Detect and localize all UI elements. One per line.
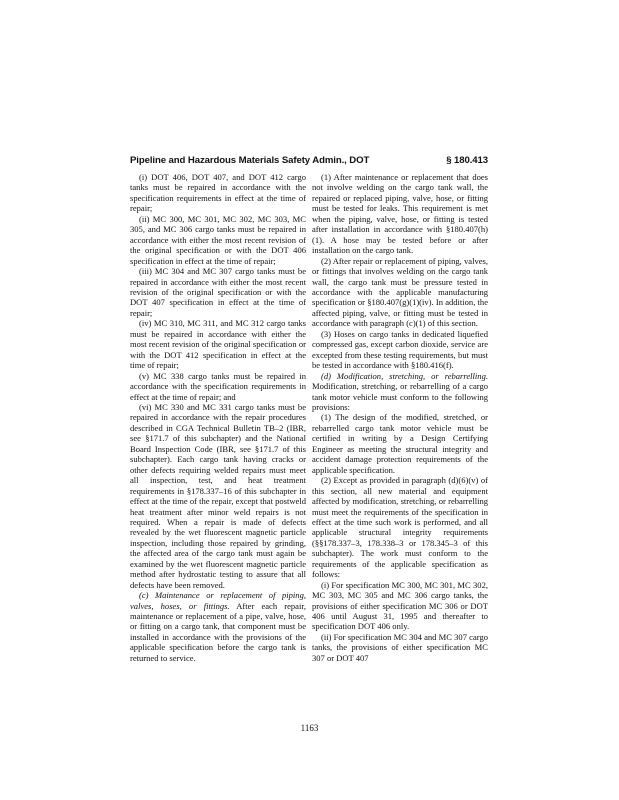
- paragraph-text: (3) Hoses on cargo tanks in dedicated liquefied compressed gas, except carbon dioxide, service are excepted from these testing requirements, but must be tested in accordance with §180.416(f).: [312, 328, 488, 371]
- paragraph: [130, 172, 306, 214]
- paragraph: [130, 590, 306, 663]
- right-column: [312, 172, 488, 663]
- paragraph-text: (i) For specification MC 300, MC 301, MC 302, MC 303, MC 305 and MC 306 cargo tanks, the provisions of either specification MC 306 or DOT 406 until August 31, 1995 and thereafter to specification DOT 406 only.: [312, 579, 488, 632]
- paragraph-text: After each repair, maintenance or replacement of a pipe, valve, hose, or fitting on a cargo tank, that component must be installed in accordance with the provisions of the applicable specification before the cargo tank is returned to service.: [130, 600, 306, 663]
- page-number: 1163: [300, 723, 319, 733]
- paragraph-text: (ii) MC 300, MC 301, MC 302, MC 303, MC 305, and MC 306 cargo tanks must be repaired in accordance with either the most recent revision of the original specification or with the DOT 406 specification in effect at the time of repair;: [130, 213, 306, 266]
- running-title: Pipeline and Hazardous Materials Safety Admin., DOT: [130, 155, 370, 166]
- page-header: [130, 155, 488, 169]
- paragraph: [312, 329, 488, 371]
- left-column: [130, 172, 306, 663]
- paragraph: [312, 475, 488, 580]
- paragraph: [312, 412, 488, 475]
- paragraph: [130, 402, 306, 590]
- section-number: § 180.413: [446, 155, 488, 166]
- paragraph-text: Modification, stretching, or rebarrelling of a cargo tank motor vehicle must conform to the following provisions:: [312, 381, 488, 412]
- paragraph: [130, 266, 306, 318]
- paragraph-text: (i) DOT 406, DOT 407, and DOT 412 cargo tanks must be repaired in accordance with the specification requirements in effect at the time of repair;: [130, 172, 306, 214]
- paragraph-text: (ii) For specification MC 304 and MC 307 cargo tanks, the provisions of either specification MC 307 or DOT 407: [312, 631, 488, 663]
- paragraph-text: (1) The design of the modified, stretched, or rebarrelled cargo tank motor vehicle must be certified in writing by a Design Certifying Engineer as meeting the structural integrity and accident damage protection requirements of the applicable specification.: [312, 412, 488, 475]
- paragraph-text: (vi) MC 330 and MC 331 cargo tanks must be repaired in accordance with the repair procedures described in CGA Technical Bulletin TB–2 (IBR, see §171.7 of this subchapter) and the National Board Inspection Code (IBR, see §171.7 of this subchapter). Each cargo tank having cracks or other defects requiring welded repairs must meet all inspection, test, and heat treatment requirements in §178.337–16 of this subchapter in effect at the time of the repair, except that postweld heat treatment after minor weld repairs is not required. When a repair is made of defects revealed by the wet fluorescent magnetic particle inspection, including those repaired by grinding, the affected area of the cargo tank must again be examined by the wet fluorescent magnetic particle method after hydrostatic testing to assure that all defects have been removed.: [130, 401, 306, 590]
- paragraph-heading: (c) Maintenance or replacement of piping, valves, hoses, or fittings.: [130, 590, 306, 611]
- paragraph-text: (iii) MC 304 and MC 307 cargo tanks must be repaired in accordance with either the most recent revision of the original specification or with the DOT 407 specification in effect at the time of repair;: [130, 266, 306, 318]
- paragraph: [312, 256, 488, 329]
- paragraph: [130, 318, 306, 370]
- paragraph: [312, 371, 488, 413]
- paragraph: [312, 172, 488, 256]
- paragraph-text: (2) After repair or replacement of piping, valves, or fittings that involves welding on the cargo tank wall, the cargo tank must be pressure tested in accordance with the applicable manufacturing specification or §180.407(g)(1)(iv). In addition, the affected piping, valve, or fitting must be tested in accordance with paragraph (c)(1) of this section.: [312, 255, 488, 329]
- paragraph-heading: (d) Modification, stretching, or rebarrelling.: [321, 370, 488, 381]
- paragraph: [130, 214, 306, 266]
- paragraph: [312, 580, 488, 632]
- paragraph-text: (v) MC 338 cargo tanks must be repaired in accordance with the specification requirements in effect at the time of repair; and: [130, 370, 306, 402]
- paragraph: [312, 632, 488, 663]
- paragraph-text: (1) After maintenance or replacement that does not involve welding on the cargo tank wall, the repaired or replaced piping, valve, hose, or fitting must be tested for leaks. This requirement is met when the piping, valve, hose, or fitting is tested after installation in accordance with §180.407(h)(1). A hose may be tested before or after installation on the cargo tank.: [312, 172, 488, 256]
- paragraph-text: (2) Except as provided in paragraph (d)(6)(v) of this section, all new material and equipment affected by modification, stretching, or rebarrelling must meet the requirements of the specification in effect at the time such work is performed, and all applicable structural integrity requirements (§§178.337–3, 178.338–3 or 178.345–3 of this subchapter). The work must conform to the requirements of the applicable specification as follows:: [312, 475, 488, 580]
- paragraph: [130, 371, 306, 402]
- paragraph-text: (iv) MC 310, MC 311, and MC 312 cargo tanks must be repaired in accordance with either the most recent revision of the original specification or with the DOT 412 specification in effect at the time of repair;: [130, 318, 306, 371]
